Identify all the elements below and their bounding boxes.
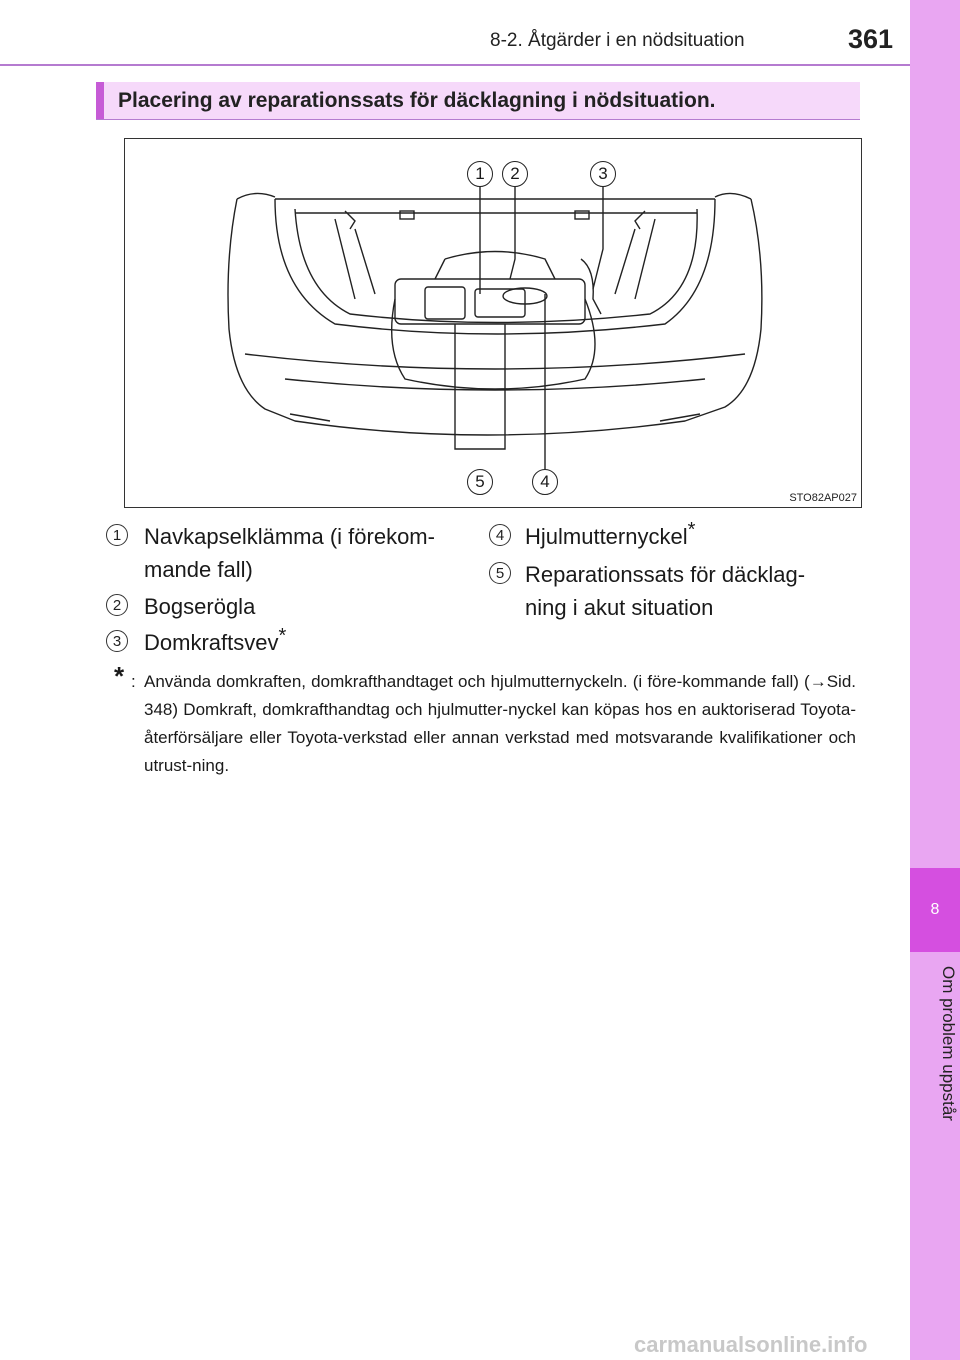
- trunk-illustration: [124, 138, 862, 508]
- legend-item-4-star: *: [687, 519, 696, 541]
- section-heading-text: Placering av reparationssats för däcklagning i nödsituation.: [118, 89, 716, 112]
- figure-callout-5: 5: [467, 469, 493, 495]
- legend-item-3-text: Domkraftsvev: [144, 630, 279, 655]
- legend-item-1-text: Navkapselklämma (i förekom-mande fall): [144, 524, 435, 582]
- figure-code: STO82AP027: [789, 492, 857, 504]
- chapter-label: Om problem uppstår: [939, 966, 958, 1121]
- section-divider: [96, 119, 860, 120]
- footnote-asterisk: *: [114, 661, 125, 691]
- header-divider: [0, 64, 910, 66]
- legend-item-3: [144, 626, 464, 659]
- legend-item-3-star: *: [278, 625, 287, 647]
- legend-item-5: [525, 558, 845, 624]
- chapter-number: 8: [930, 901, 940, 918]
- figure-callout-4: 4: [532, 469, 558, 495]
- legend-item-2-text: Bogserögla: [144, 594, 256, 619]
- legend-number-5: 5: [489, 562, 511, 584]
- legend-item-4: [525, 520, 845, 553]
- chapter-number-box: [910, 868, 960, 952]
- footnote-colon: :: [131, 672, 136, 691]
- legend-item-4-text: Hjulmutternyckel: [525, 524, 688, 549]
- legend-item-5-text: Reparationssats för däcklag-ning i akut situation: [525, 562, 806, 620]
- legend-number-1: 1: [106, 524, 128, 546]
- footnote: [114, 661, 856, 780]
- section-heading: [96, 82, 860, 120]
- page-number: 361: [848, 24, 894, 54]
- legend-number-4: 4: [489, 524, 511, 546]
- footnote-text: Använda domkraften, domkrafthandtaget och hjulmutternyckeln. (i före-kommande fall) (→Sid. 348) Domkraft, domkrafthandtag och hjulmutter-nyckel kan köpas hos en auktoriserad Toyota-återförsäljare eller Toyota-verkstad eller annan verkstad med motsvarande kvalifikationer och utrust-ning.: [144, 672, 856, 775]
- header-title: 8-2. Åtgärder i en nödsituation: [490, 30, 745, 51]
- figure-callout-3: 3: [590, 161, 616, 187]
- figure-callout-1: 1: [467, 161, 493, 187]
- legend-number-3: 3: [106, 630, 128, 652]
- figure-callout-2: 2: [502, 161, 528, 187]
- car-rear-trunk-drawing: [125, 139, 863, 509]
- legend-number-2: 2: [106, 594, 128, 616]
- legend-item-2: [144, 590, 464, 623]
- watermark: carmanualsonline.info: [634, 1332, 868, 1357]
- legend-item-1: [144, 520, 464, 586]
